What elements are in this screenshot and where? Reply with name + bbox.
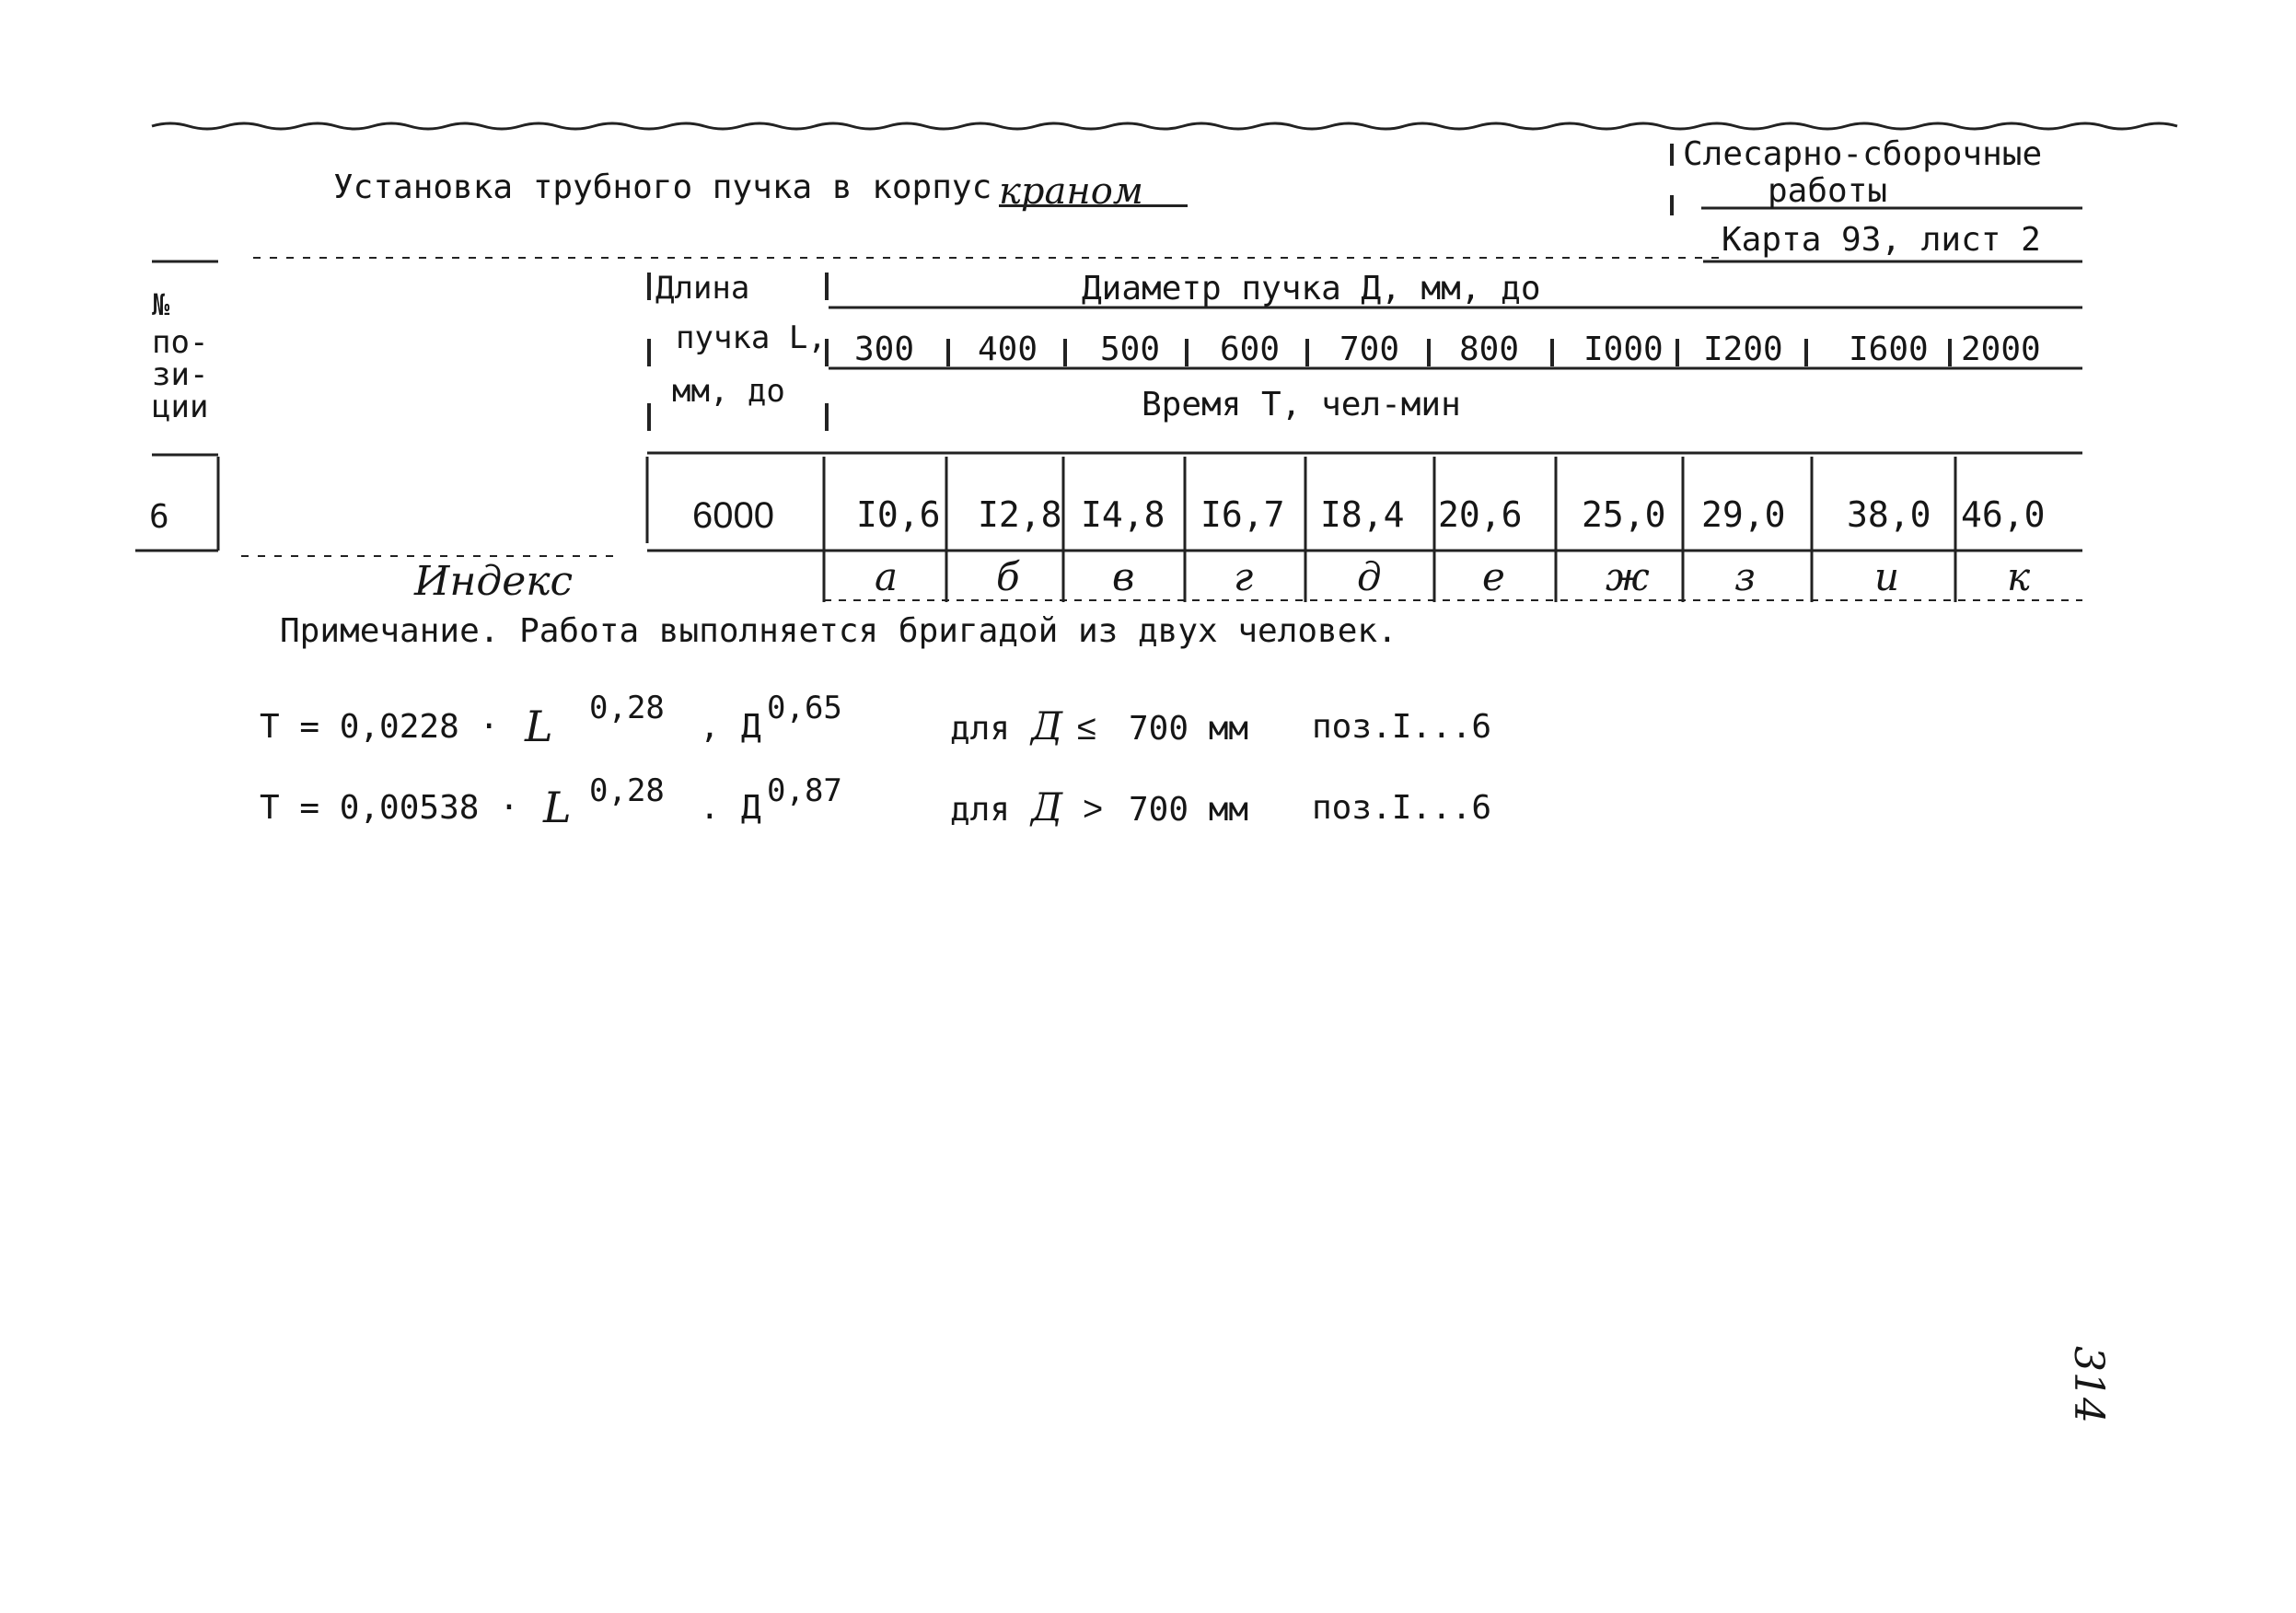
diameter-1200: I200 [1703,331,1783,368]
value-k: 46,0 [1961,494,2046,535]
value-zh: 25,0 [1582,494,1666,535]
value-i: 38,0 [1847,494,1931,535]
diameter-700: 700 [1339,331,1400,368]
formula-1-L: L [525,702,553,751]
card-title-handwritten: краном [999,170,1143,213]
index-b: б [996,554,1020,599]
length-header-3: мм, до [672,373,785,410]
formula-2-D-exp: 0,87 [767,772,842,809]
formula-2-L-exp: 0,28 [589,772,665,809]
formula-2-cond-val: 700 мм [1129,791,1249,829]
formula-2-lhs: Т = 0,00538 · [260,789,519,827]
formula-1-cond-val: 700 мм [1129,710,1249,748]
diameter-500: 500 [1100,331,1161,368]
formula-1-cond-op: ≤ [1077,709,1096,748]
formula-1-lhs: Т = 0,0228 · [260,708,500,746]
formula-2-L: L [543,783,572,832]
index-g: г [1234,554,1254,599]
diameter-1600: I600 [1849,331,1929,368]
value-v: I4,8 [1081,494,1165,535]
pos-header-2: зи- [152,356,209,393]
index-i: и [1874,554,1900,599]
diameter-800: 800 [1459,331,1520,368]
work-category-line2: работы [1768,172,1888,210]
index-v: в [1112,554,1135,599]
diameter-header: Диаметр пучка Д, мм, до [1082,270,1541,308]
length-header-1: Длина [655,270,750,307]
index-e: е [1482,554,1505,599]
formula-2-D: Д [741,789,761,827]
title-fill-rule [999,204,1188,207]
index-z: з [1734,554,1756,599]
value-e: 20,6 [1438,494,1523,535]
row-pos: 6 [149,498,169,536]
page-number: 314 [2065,1346,2112,1423]
time-header: Время Т, чел-мин [1142,386,1461,424]
formula-2-cond-prefix: для [950,791,1011,829]
value-b: I2,8 [978,494,1062,535]
top-rule [152,123,2177,129]
diameter-300: 300 [854,331,915,368]
note: Примечание. Работа выполняется бригадой из двух человек. [280,612,1397,650]
card-number: Карта 93, лист 2 [1722,221,2041,259]
diameter-600: 600 [1220,331,1281,368]
value-g: I6,7 [1200,494,1285,535]
formula-1-range: поз.I...6 [1312,708,1492,746]
formula-1-D-exp: 0,65 [767,690,842,726]
index-d: д [1357,554,1382,599]
formula-2-range: поз.I...6 [1312,789,1492,827]
formula-2-cond-op: > [1083,790,1104,829]
pos-header-1: по- [152,324,209,361]
index-zh: ж [1606,554,1650,599]
index-k: к [2007,554,2031,599]
card-title: Установка трубного пучка в корпус [333,168,992,206]
row-length: 6000 [692,495,774,536]
index-label: Индекс [414,558,574,605]
formula-2-cond-sym: Д [1031,784,1063,830]
diameter-1000: I000 [1583,331,1664,368]
diameter-400: 400 [978,331,1038,368]
pos-header-no: № [152,287,170,322]
formula-2-sep: . [700,789,720,827]
value-z: 29,0 [1701,494,1786,535]
formula-1-L-exp: 0,28 [589,690,665,726]
pos-header-3: ции [152,389,209,425]
length-header-2: пучка L, [676,319,827,356]
formula-1-sep: , [700,708,720,746]
diameter-2000: 2000 [1961,331,2041,368]
formula-1-D: Д [741,708,761,746]
value-a: I0,6 [856,494,941,535]
formula-1-cond-sym: Д [1031,703,1063,748]
index-a: а [875,554,899,599]
formula-1-cond-prefix: для [950,710,1011,748]
work-category: Слесарно-сборочные [1683,135,2043,173]
value-d: I8,4 [1320,494,1405,535]
